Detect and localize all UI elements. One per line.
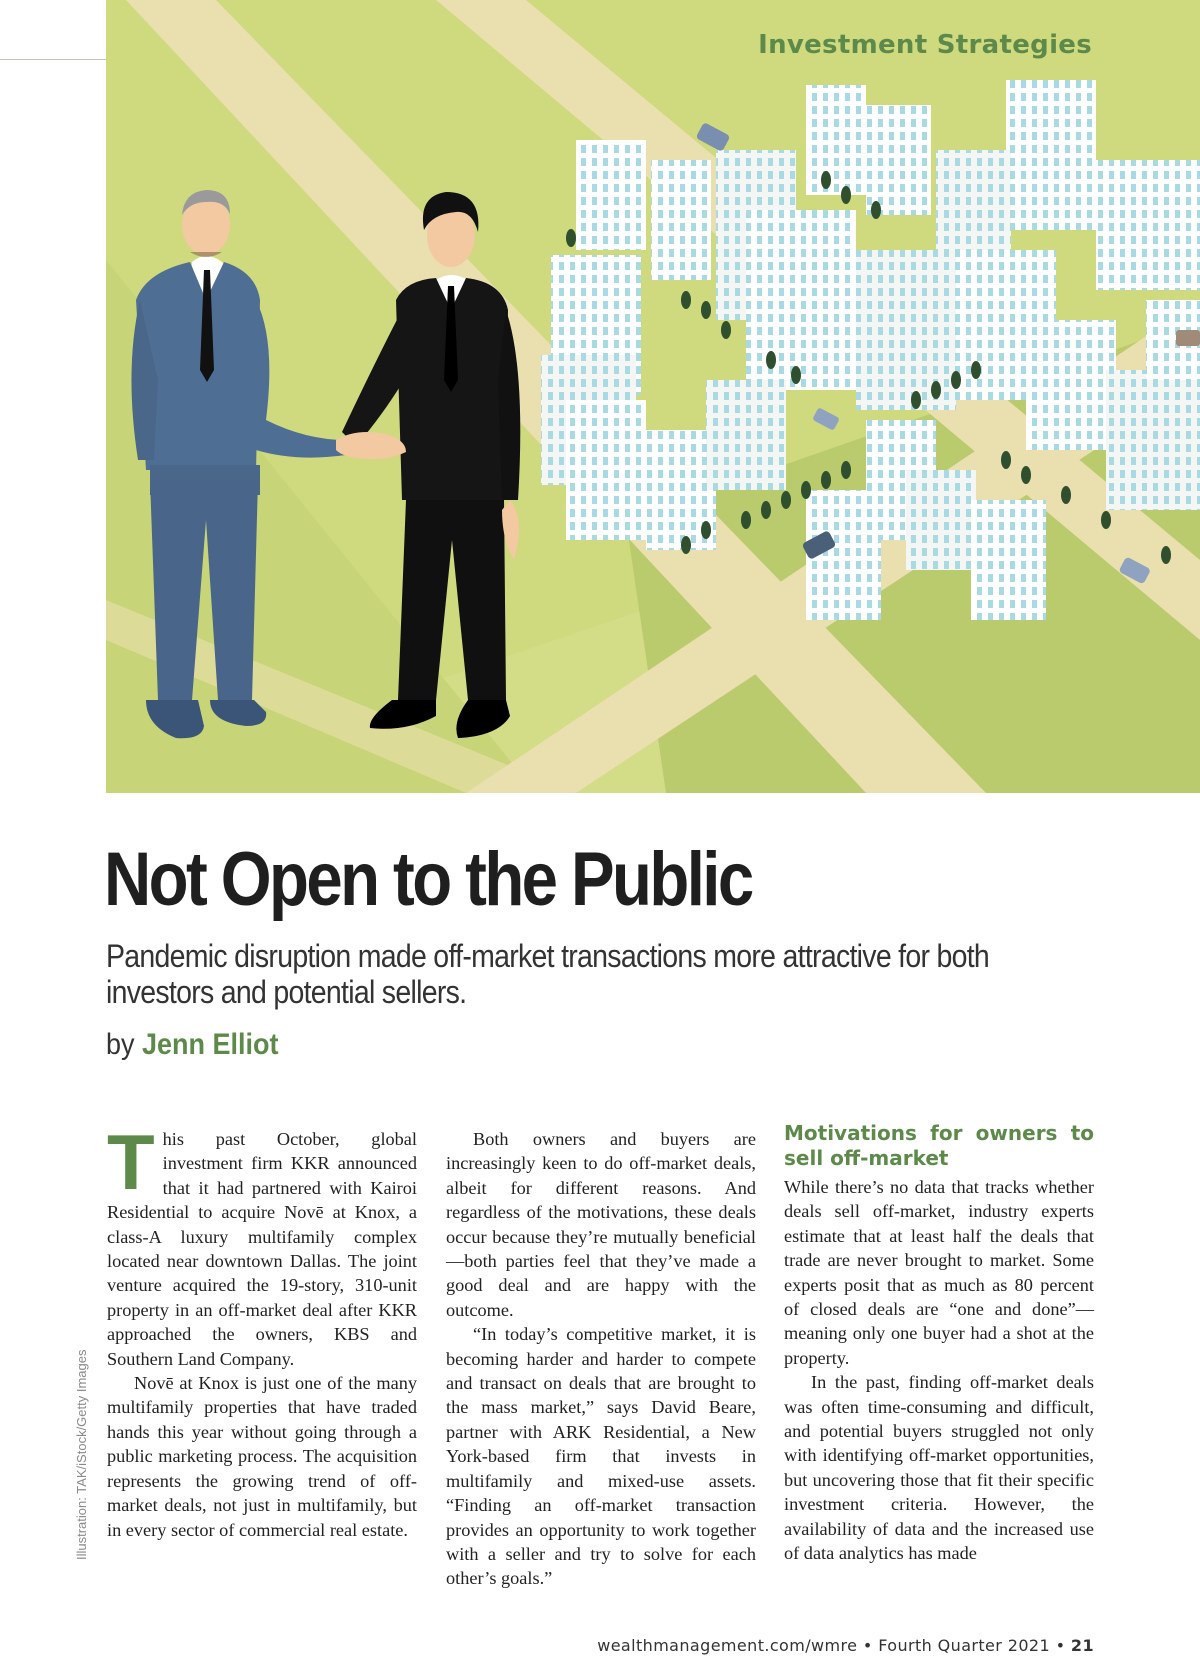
article-column-3	[784, 1121, 1094, 1566]
footer-site: wealthmanagement.com/wmre	[597, 1636, 858, 1655]
author-name: Jenn Elliot	[142, 1028, 279, 1061]
byline	[106, 1028, 279, 1062]
paragraph: While there’s no data that tracks whether deals sell off-market, industry experts estimate that at least half the deals that trade are never brought to market. Some experts posit that as much as 80 percent of closed deals are “one and done”—meaning only one buyer had a shot at the property.	[784, 1177, 1094, 1368]
paragraph: “In today’s competitive market, it is becoming harder and harder to compete and transact on deals that are brought to the mass market,” says David Beare, partner with ARK Residential, a New York-based firm that invests in multifamily and mixed-use assets. “Finding an off-market transaction provides an opportunity to work together with a seller and try to solve for each other’s goals.”	[446, 1324, 756, 1589]
paragraph: In the past, finding off-market deals was often time-consuming and difficult, and potential buyers struggled not only with identifying off-market opportunities, but uncovering those that fit their specific investment criteria. However, the availability of data and the increased use of data analytics has made	[784, 1372, 1094, 1564]
section-subhead: Motivations for owners to sell off-market	[784, 1121, 1094, 1170]
drop-cap: T	[107, 1118, 155, 1206]
article-headline: Not Open to the Public	[104, 837, 752, 922]
page-number: 21	[1070, 1636, 1094, 1655]
footer-bullet: •	[1055, 1636, 1066, 1655]
article-column-2	[446, 1127, 756, 1591]
article-dek: Pandemic disruption made off-market transactions more attractive for both investors and potential sellers.	[106, 938, 990, 1010]
hero-illustration	[106, 0, 1200, 793]
paragraph: Novē at Knox is just one of the many multifamily properties that have traded hands this year without going through a public marketing process. The acquisition represents the growing trend of off-market deals, not just in multifamily, but in every sector of commercial real estate.	[107, 1373, 417, 1540]
illustration-credit: Illustration: TAK/iStock/Getty Images	[74, 1349, 89, 1560]
byline-prefix: by	[106, 1028, 135, 1061]
footer-bullet: •	[862, 1636, 873, 1655]
paragraph-text: his past October, global investment firm KKR announced that it had partnered with Kairoi Residential to acquire Novē at Knox, a class-A luxury multifamily complex located near downtown Dallas. The joint venture acquired the 19-story, 310-unit property in an off-market deal after KKR approached the owners, KBS and Southern Land Company.	[107, 1129, 417, 1369]
section-tag: Investment Strategies	[758, 30, 1092, 60]
handshake-city-illustration	[106, 0, 1200, 793]
page-footer	[597, 1636, 1094, 1655]
paragraph	[107, 1118, 417, 1371]
paragraph: Both owners and buyers are increasingly keen to do off-market deals, albeit for different reasons. And regardless of the motivations, these deals occur because they’re mutually beneficial—both parties feel that they’ve made a good deal and are happy with the outcome.	[446, 1129, 756, 1320]
article-column-1	[107, 1118, 417, 1542]
footer-issue: Fourth Quarter 2021	[878, 1636, 1051, 1655]
